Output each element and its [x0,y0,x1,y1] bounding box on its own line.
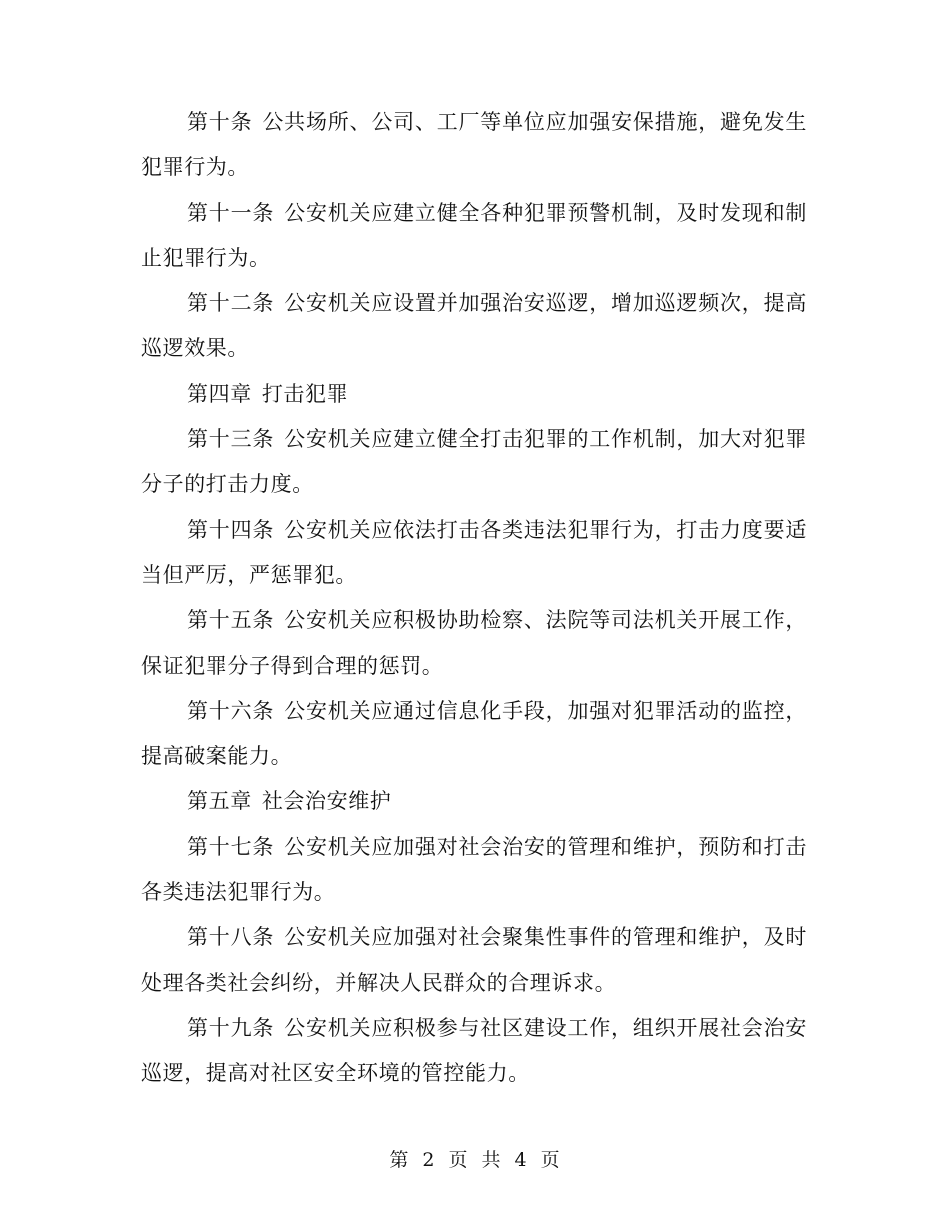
document-body [141,100,807,1097]
chapter-title: 社会治安维护 [261,789,392,814]
article-17 [141,825,807,916]
article-19 [141,1006,807,1097]
chapter-5-heading [141,779,807,824]
chapter-label: 第四章 [187,381,252,406]
article-label: 第十五条 [187,608,275,633]
article-text: 公安机关应积极参与社区建设工作，组织开展社会治安巡逻，提高对社区安全环境的管控能力。 [141,1015,807,1086]
article-text: 公安机关应设置并加强治安巡逻，增加巡逻频次，提高巡逻效果。 [141,291,807,361]
article-text: 公安机关应建立健全各种犯罪预警机制，及时发现和制止犯罪行为。 [141,200,807,270]
article-label: 第十一条 [187,200,275,225]
article-10 [141,100,807,191]
chapter-title: 打击犯罪 [261,381,349,406]
article-18 [141,915,807,1006]
article-text: 公安机关应依法打击各类违法犯罪行为，打击力度要适当但严厉，严惩罪犯。 [141,517,807,587]
article-text: 公共场所、公司、工厂等单位应加强安保措施，避免发生犯罪行为。 [141,110,807,180]
chapter-4-heading [141,372,807,417]
article-label: 第十六条 [187,698,275,723]
article-text: 公安机关应加强对社会聚集性事件的管理和维护，及时处理各类社会纠纷，并解决人民群众的合理诉求。 [141,925,807,995]
article-label: 第十七条 [187,834,275,859]
article-14 [141,508,807,599]
page-footer: 第 2 页 共 4 页 [389,1149,561,1171]
article-label: 第十二条 [187,291,275,316]
article-label: 第十三条 [187,427,275,452]
article-label: 第十条 [187,110,253,134]
article-text: 公安机关应通过信息化手段，加强对犯罪活动的监控，提高破案能力。 [141,698,807,769]
article-label: 第十四条 [187,517,275,542]
article-text: 公安机关应建立健全打击犯罪的工作机制，加大对犯罪分子的打击力度。 [141,427,807,497]
article-16 [141,689,807,780]
article-11 [141,191,807,282]
article-13 [141,417,807,508]
article-15 [141,598,807,689]
article-label: 第十八条 [187,925,275,950]
article-label: 第十九条 [187,1015,275,1040]
chapter-label: 第五章 [187,789,252,814]
article-text: 公安机关应积极协助检察、法院等司法机关开展工作，保证犯罪分子得到合理的惩罚。 [141,608,807,678]
article-text: 公安机关应加强对社会治安的管理和维护，预防和打击各类违法犯罪行为。 [141,834,807,905]
article-12 [141,281,807,372]
